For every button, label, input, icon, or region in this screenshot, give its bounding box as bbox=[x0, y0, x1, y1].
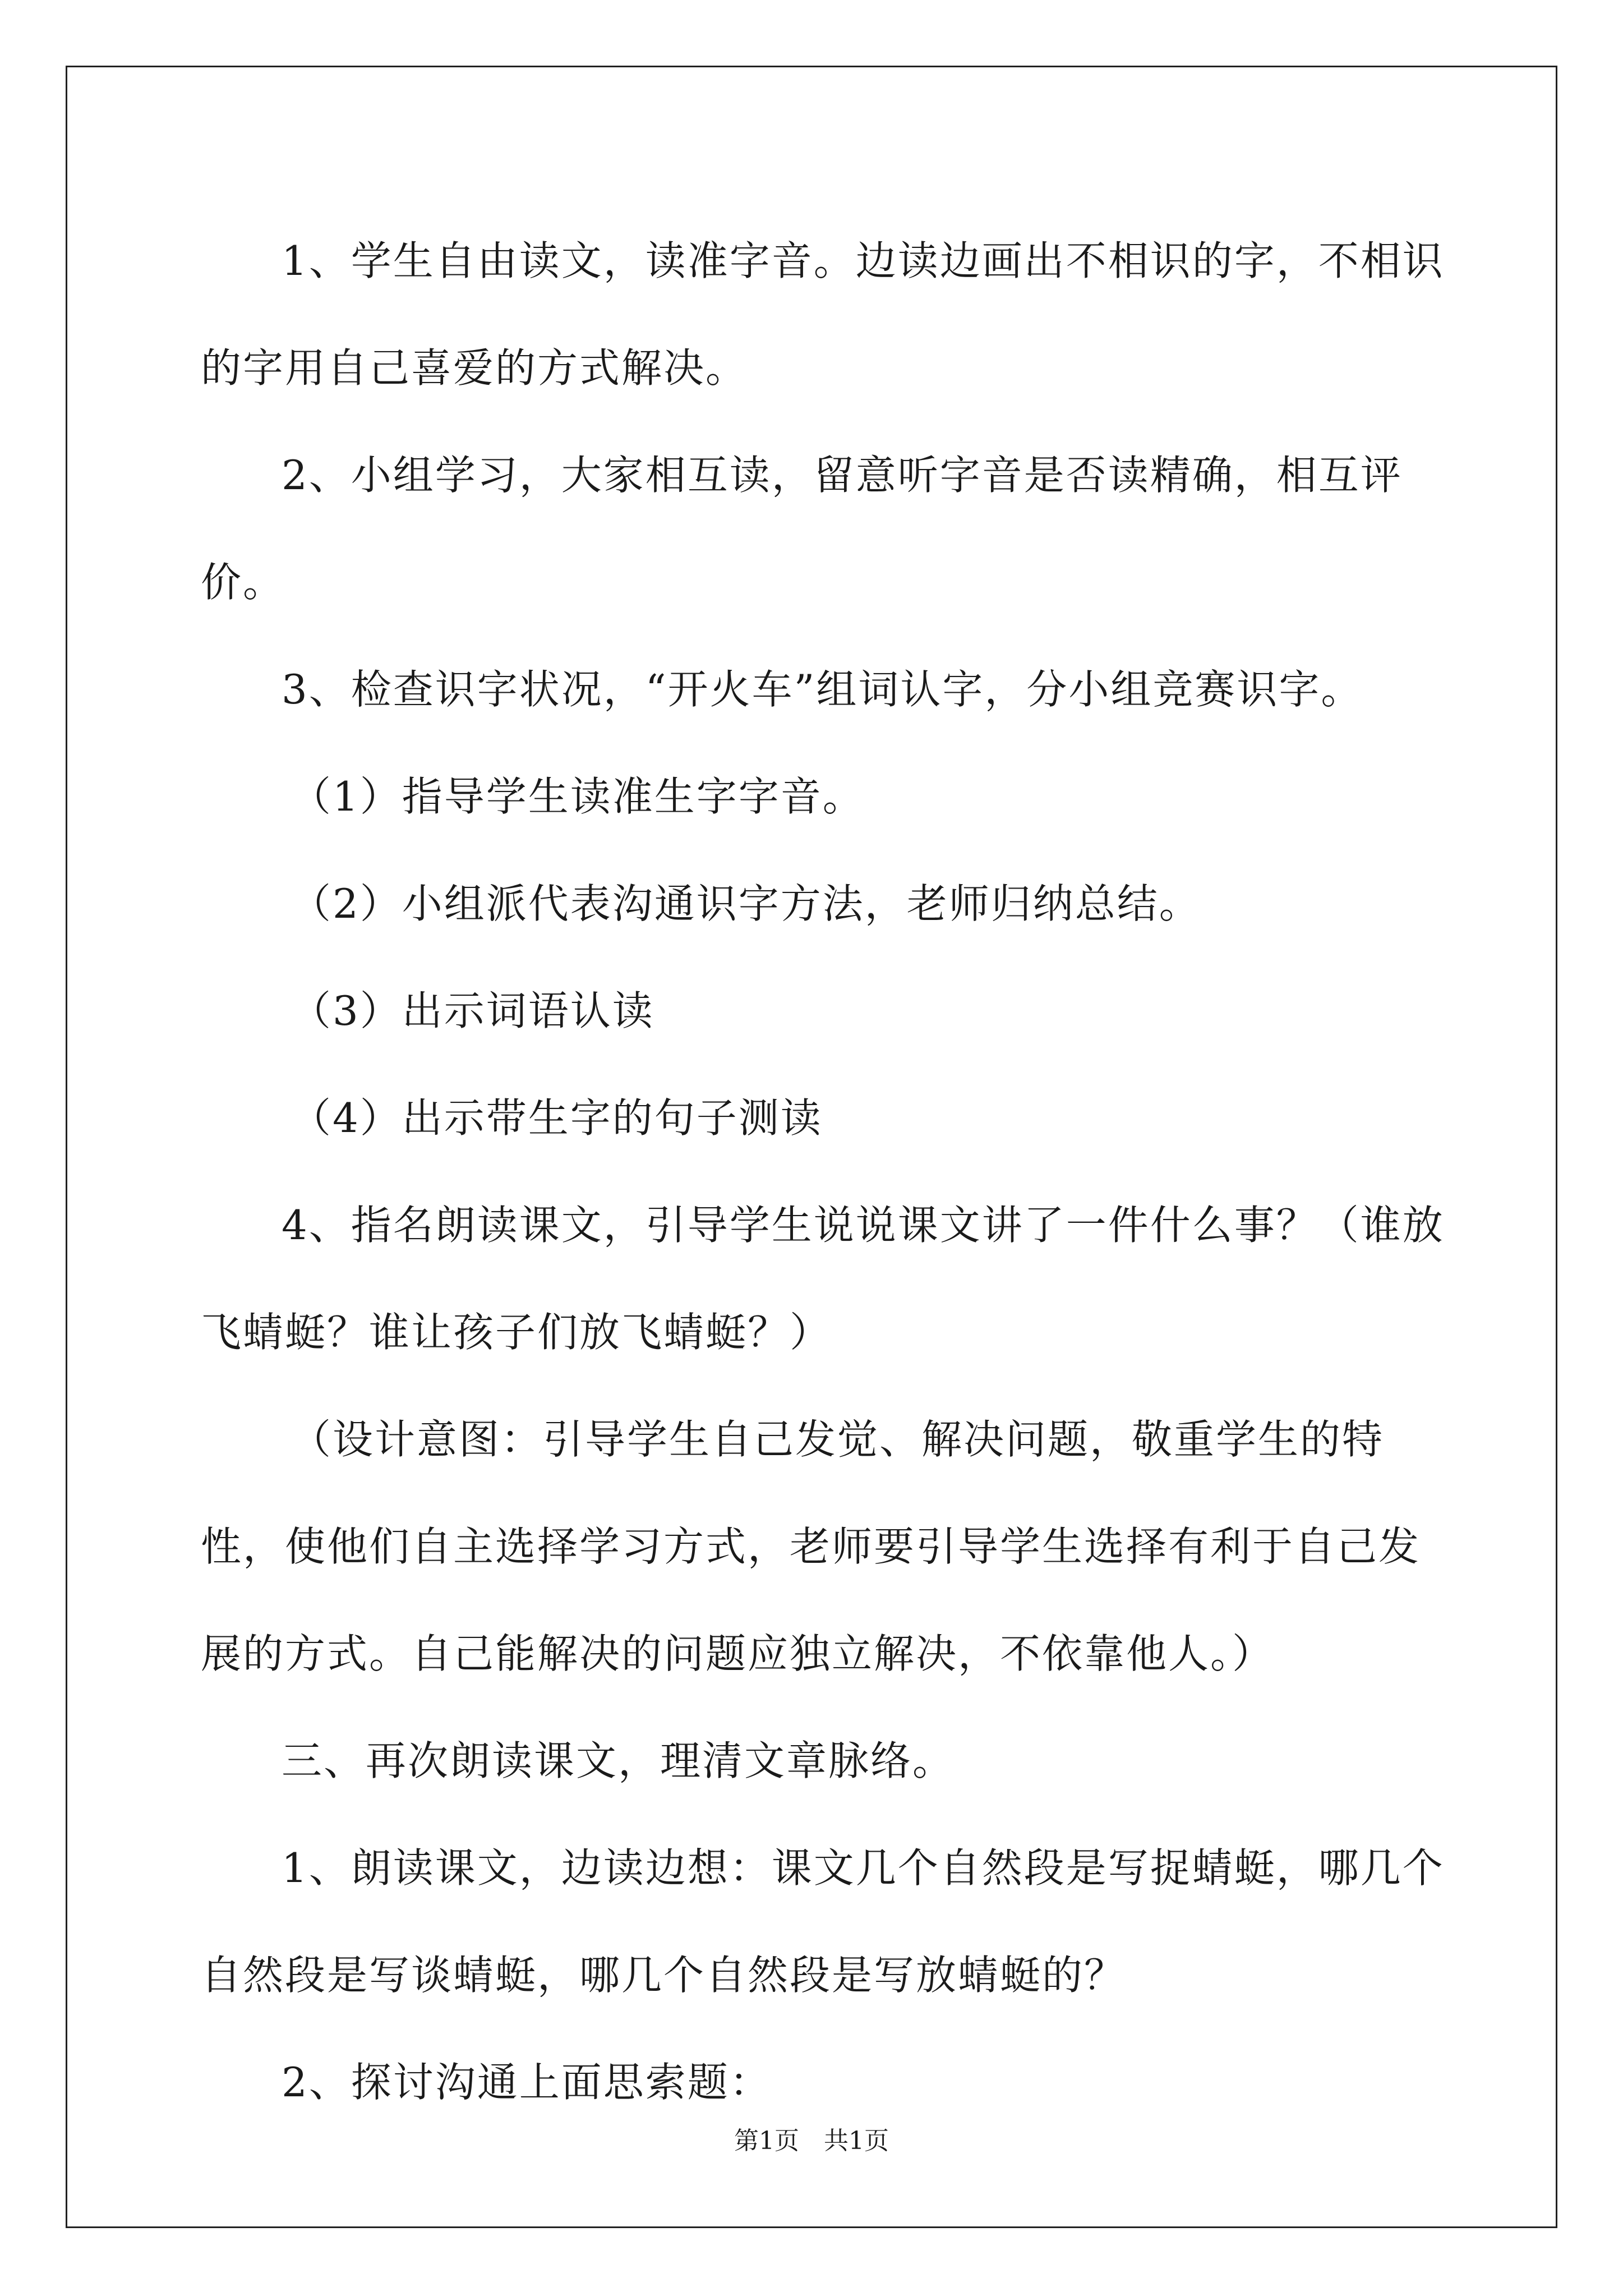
paragraph-12: 2、探讨沟通上面思索题： bbox=[282, 2059, 772, 2106]
paragraph-7: （4）出示带生字的句子测读 bbox=[291, 1094, 823, 1142]
paragraph-11: 1、朗读课文，边读边想：课文几个自然段是写捉蜻蜓，哪几个自然段是写谈蜻蜓，哪几个自然段是写放蜻蜓的？ bbox=[201, 1844, 1445, 1999]
paragraph-6: （3）出示词语认读 bbox=[291, 987, 654, 1034]
paragraph-9: （设计意图：引导学生自己发觉、解决问题，敬重学生的特性，使他们自主选择学习方式，老师要引导学生选择有利于自己发展的方式。自己能解决的问题应独立解决，不依靠他人。） bbox=[201, 1416, 1421, 1677]
paragraph-4: （1）指导学生读准生字字音。 bbox=[291, 773, 865, 820]
page-number-footer: 第1页 共1页 bbox=[734, 2127, 889, 2155]
paragraph-3: 3、检查识字状况，“开火车”组词认字，分小组竞赛识字。 bbox=[282, 666, 1363, 713]
document-body bbox=[201, 208, 1449, 2136]
paragraph-2: 2、小组学习，大家相互读，留意听字音是否读精确，相互评价。 bbox=[201, 452, 1403, 606]
paragraph-8: 4、指名朗读课文，引导学生说说课文讲了一件什么事？（谁放飞蜻蜓？谁让孩子们放飞蜻蜓？） bbox=[201, 1202, 1445, 1356]
paragraph-5: （2）小组派代表沟通识字方法，老师归纳总结。 bbox=[291, 880, 1201, 927]
paragraph-10: 三、再次朗读课文，理清文章脉络。 bbox=[282, 1737, 955, 1784]
paragraph-1: 1、学生自由读文，读准字音。边读边画出不相识的字，不相识的字用自己喜爱的方式解决。 bbox=[201, 237, 1445, 392]
